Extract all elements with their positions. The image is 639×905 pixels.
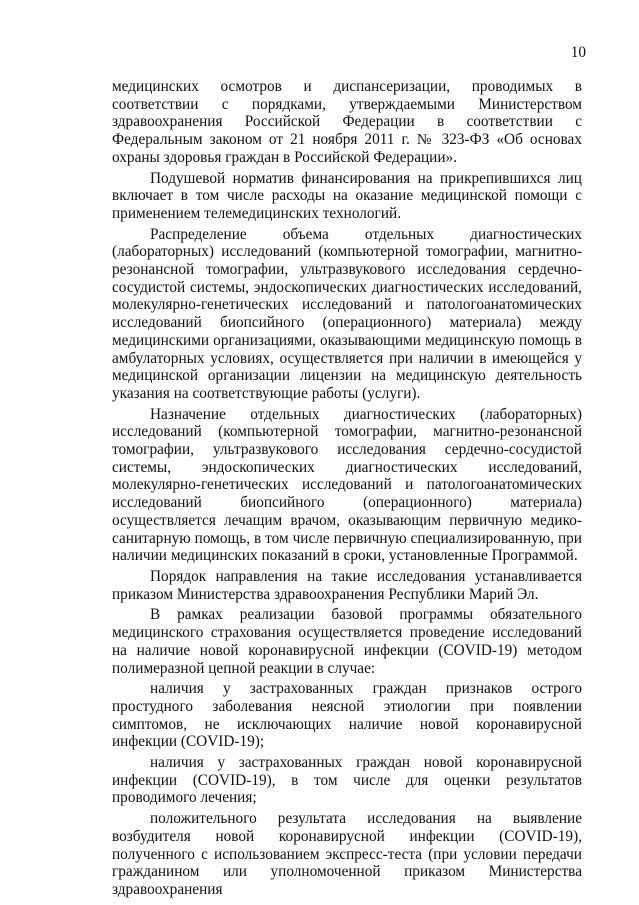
paragraph-referral-procedure: Порядок направления на такие исследования устанавливается приказом Министерства здравоохранения Республики Марий Эл. bbox=[112, 567, 582, 603]
list-item-express-test: положительного результата исследования на выявление возбудителя новой коронавирусной инфекции (COVID-19), полученного с использованием экспресс-теста (при условии передачи гражданином или уполномоченной приказом Министерства здравоохранения bbox=[112, 810, 582, 898]
paragraph-covid-testing-intro: В рамках реализации базовой программы обязательного медицинского страхования осуществляется проведение исследований на наличие новой коронавирусной инфекции (COVID-19) методом полимеразной цепной реакции в случае: bbox=[112, 606, 582, 677]
paragraph-distribution-of-diagnostics: Распределение объема отдельных диагностических (лабораторных) исследований (компьютерной томографии, магнитно-резонансной томографии, ультразвукового исследования сердечно-сосудистой системы, эндоскопических диагностических исследований, молекулярно-генетических исследований и патологоанатомических исследований биопсийного (операционного) материала) между медицинскими организациями, оказывающими медицинскую помощь в амбулаторных условиях, осуществляется при наличии в имеющейся у медицинской организации лицензии на медицинскую деятельность указания на соответствующие работы (услуги). bbox=[112, 225, 582, 402]
paragraph-prescription-of-diagnostics: Назначение отдельных диагностических (лабораторных) исследований (компьютерной томографии, магнитно-резонансной томографии, ультразвукового исследования сердечно-сосудистой системы, эндоскопических диагностических исследований, молекулярно-генетических исследований и патологоанатомических исследований биопсийного (операционного) материала) осуществляется лечащим врачом, оказывающим первичную медико-санитарную помощь, в том числе первичную специализированную, при наличии медицинских показаний в сроки, установленные Программой. bbox=[112, 405, 582, 565]
paragraph-per-capita-norm: Подушевой норматив финансирования на прикрепившихся лиц включает в том числе расходы на оказание медицинской помощи с применением телемедицинских технологий. bbox=[112, 169, 582, 222]
paragraph-continued: медицинских осмотров и диспансеризации, проводимых в соответствии с порядками, утверждаемыми Министерством здравоохранения Российской Федерации в соответствии с Федеральным законом от 21 ноября 2011 г. № 323-ФЗ «Об основах охраны здоровья граждан в Российской Федерации». bbox=[112, 78, 582, 166]
page-number: 10 bbox=[570, 44, 586, 61]
list-item-symptoms: наличия у застрахованных граждан признаков острого простудного заболевания неясной этиологии при появлении симптомов, не исключающих наличие новой коронавирусной инфекции (COVID-19); bbox=[112, 680, 582, 751]
document-body bbox=[112, 78, 582, 902]
list-item-treatment-evaluation: наличия у застрахованных граждан новой коронавирусной инфекции (COVID-19), в том числе для оценки результатов проводимого лечения; bbox=[112, 754, 582, 807]
